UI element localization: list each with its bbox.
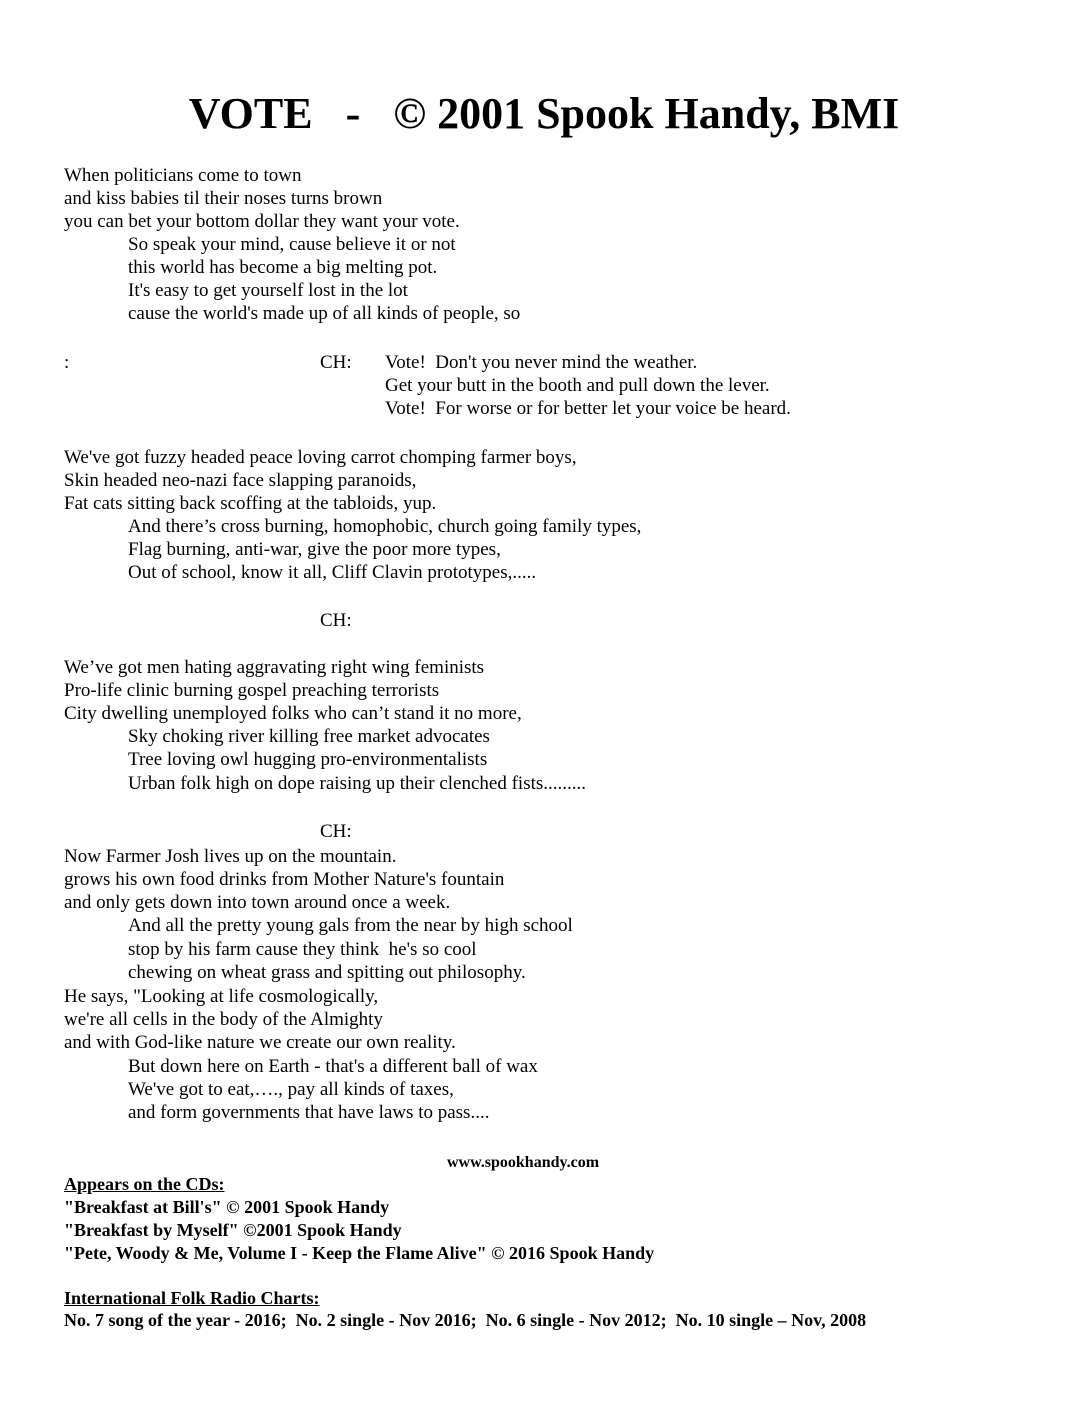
cd-item: "Breakfast at Bill's" © 2001 Spook Handy bbox=[64, 1197, 390, 1217]
cd-item: "Breakfast by Myself" ©2001 Spook Handy bbox=[64, 1220, 402, 1240]
verse4-indent-4: But down here on Earth - that's a different ball of wax bbox=[128, 1056, 538, 1077]
cd-item: "Pete, Woody & Me, Volume I - Keep the Flame Alive" © 2016 Spook Handy bbox=[64, 1243, 655, 1263]
verse4-line-2: grows his own food drinks from Mother Nature's fountain bbox=[64, 869, 505, 890]
verse4-indent-3: chewing on wheat grass and spitting out philosophy. bbox=[128, 962, 526, 983]
verse2-line-3: Fat cats sitting back scoffing at the tabloids, yup. bbox=[64, 493, 437, 514]
verse1-line-3: you can bet your bottom dollar they want your vote. bbox=[64, 211, 460, 232]
chorus-reference: CH: bbox=[320, 610, 352, 631]
chorus-line-2: Get your butt in the booth and pull down the lever. bbox=[385, 375, 770, 396]
chorus-reference: CH: bbox=[320, 821, 352, 842]
verse1-indent-1: So speak your mind, cause believe it or not bbox=[128, 234, 456, 255]
chorus-colon: : bbox=[64, 352, 70, 373]
verse4-line-6: and with God-like nature we create our own reality. bbox=[64, 1032, 456, 1053]
verse2-indent-3: Out of school, know it all, Cliff Clavin prototypes,..... bbox=[128, 562, 537, 583]
charts-text: No. 7 song of the year - 2016; No. 2 single - Nov 2016; No. 6 single - Nov 2012; No. 10 single – Nov, 2008 bbox=[64, 1310, 867, 1330]
verse3-line-2: Pro-life clinic burning gospel preaching terrorists bbox=[64, 680, 440, 701]
charts-heading: International Folk Radio Charts: bbox=[64, 1288, 320, 1308]
verse4-line-3: and only gets down into town around once a week. bbox=[64, 892, 451, 913]
verse2-line-2: Skin headed neo-nazi face slapping paranoids, bbox=[64, 470, 417, 491]
verse4-line-5: we're all cells in the body of the Almighty bbox=[64, 1009, 383, 1030]
verse4-line-1: Now Farmer Josh lives up on the mountain. bbox=[64, 846, 397, 867]
verse4-indent-6: and form governments that have laws to pass.... bbox=[128, 1102, 490, 1123]
verse4-line-4: He says, "Looking at life cosmologically, bbox=[64, 986, 379, 1007]
verse1-indent-2: this world has become a big melting pot. bbox=[128, 257, 438, 278]
verse4-indent-5: We've got to eat,…., pay all kinds of taxes, bbox=[128, 1079, 454, 1100]
chorus-line-1: Vote! Don't you never mind the weather. bbox=[385, 352, 698, 373]
chorus-label: CH: bbox=[320, 352, 352, 373]
verse1-line-2: and kiss babies til their noses turns brown bbox=[64, 188, 383, 209]
verse2-indent-2: Flag burning, anti-war, give the poor more types, bbox=[128, 539, 501, 560]
verse2-indent-1: And there’s cross burning, homophobic, church going family types, bbox=[128, 516, 642, 537]
verse3-indent-2: Tree loving owl hugging pro-environmentalists bbox=[128, 749, 488, 770]
verse3-indent-1: Sky choking river killing free market advocates bbox=[128, 726, 490, 747]
song-title: VOTE - © 2001 Spook Handy, BMI bbox=[188, 89, 900, 138]
website-link[interactable]: www.spookhandy.com bbox=[447, 1154, 600, 1171]
cds-heading: Appears on the CDs: bbox=[64, 1174, 225, 1194]
verse3-line-3: City dwelling unemployed folks who can’t stand it no more, bbox=[64, 703, 522, 724]
verse3-indent-3: Urban folk high on dope raising up their clenched fists......... bbox=[128, 773, 587, 794]
verse1-indent-4: cause the world's made up of all kinds of people, so bbox=[128, 303, 521, 324]
verse1-line-1: When politicians come to town bbox=[64, 165, 302, 186]
verse4-indent-2: stop by his farm cause they think he's so cool bbox=[128, 939, 477, 960]
chorus-line-3: Vote! For worse or for better let your voice be heard. bbox=[385, 398, 791, 419]
verse3-line-1: We’ve got men hating aggravating right wing feminists bbox=[64, 657, 485, 678]
verse4-indent-1: And all the pretty young gals from the near by high school bbox=[128, 915, 573, 936]
verse2-line-1: We've got fuzzy headed peace loving carrot chomping farmer boys, bbox=[64, 447, 577, 468]
verse1-indent-3: It's easy to get yourself lost in the lot bbox=[128, 280, 408, 301]
